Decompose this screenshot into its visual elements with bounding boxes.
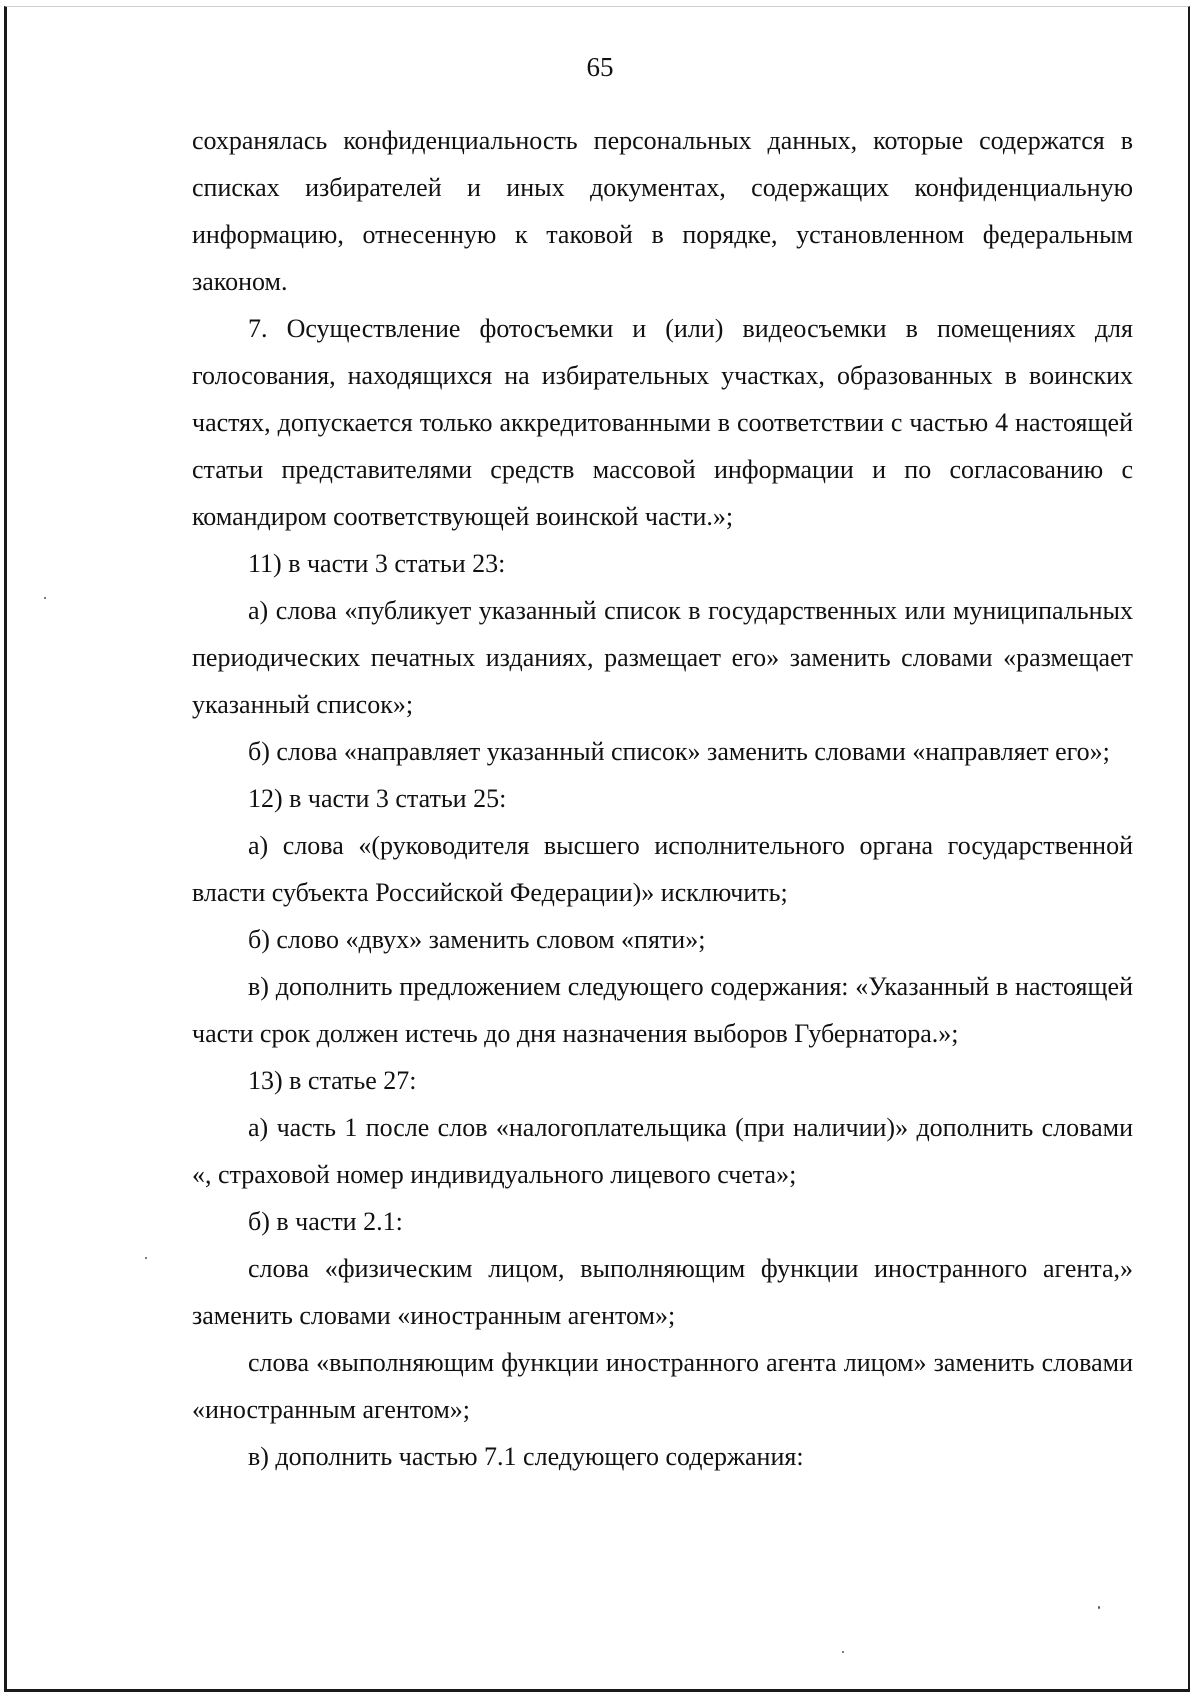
scan-speck (1098, 1606, 1100, 1609)
paragraph: в) дополнить частью 7.1 следующего содержания: (248, 1442, 804, 1471)
paragraph: 12) в части 3 статьи 25: (248, 784, 507, 813)
paragraph: б) слово «двух» заменить словом «пяти»; (248, 925, 706, 954)
paragraph: 7. Осуществление фотосъемки и (или) видеосъемки в помещениях для голосования, находящихся на избирательных участках, образованных в воинских частях, допускается только аккредитованными в соответствии с частью 4 настоящей статьи представителями средств массовой информации и по согласованию с командиром соответствующей воинской части.»; (192, 314, 1133, 531)
paragraph: б) в части 2.1: (248, 1207, 403, 1236)
scan-speck (842, 1651, 844, 1653)
document-body (192, 117, 1133, 1480)
paragraph: в) дополнить предложением следующего содержания: «Указанный в настоящей части срок должен истечь до дня назначения выборов Губернатора.»; (192, 972, 1133, 1048)
paragraph: слова «физическим лицом, выполняющим функции иностранного агента,» заменить словами «иностранным агентом»; (192, 1254, 1133, 1330)
scan-speck (44, 597, 46, 599)
paragraph: а) слова «(руководителя высшего исполнительного органа государственной власти субъекта Российской Федерации)» исключить; (192, 831, 1133, 907)
paragraph: 11) в части 3 статьи 23: (248, 549, 506, 578)
page-number: 65 (586, 52, 614, 82)
paragraph: б) слова «направляет указанный список» заменить словами «направляет его»; (248, 737, 1110, 766)
paragraph: 13) в статье 27: (248, 1066, 417, 1095)
paragraph: слова «выполняющим функции иностранного агента лицом» заменить словами «иностранным агентом»; (192, 1348, 1133, 1424)
paragraph: а) слова «публикует указанный список в государственных или муниципальных периодических печатных изданиях, размещает его» заменить словами «размещает указанный список»; (192, 596, 1133, 719)
paragraph: а) часть 1 после слов «налогоплательщика (при наличии)» дополнить словами «, страховой номер индивидуального лицевого счета»; (192, 1113, 1133, 1189)
paragraph: сохранялась конфиденциальность персональных данных, которые содержатся в списках избирателей и иных документах, содержащих конфиденциальную информацию, отнесенную к таковой в порядке, установленном федеральным законом. (192, 126, 1133, 296)
scan-speck (145, 1257, 147, 1259)
